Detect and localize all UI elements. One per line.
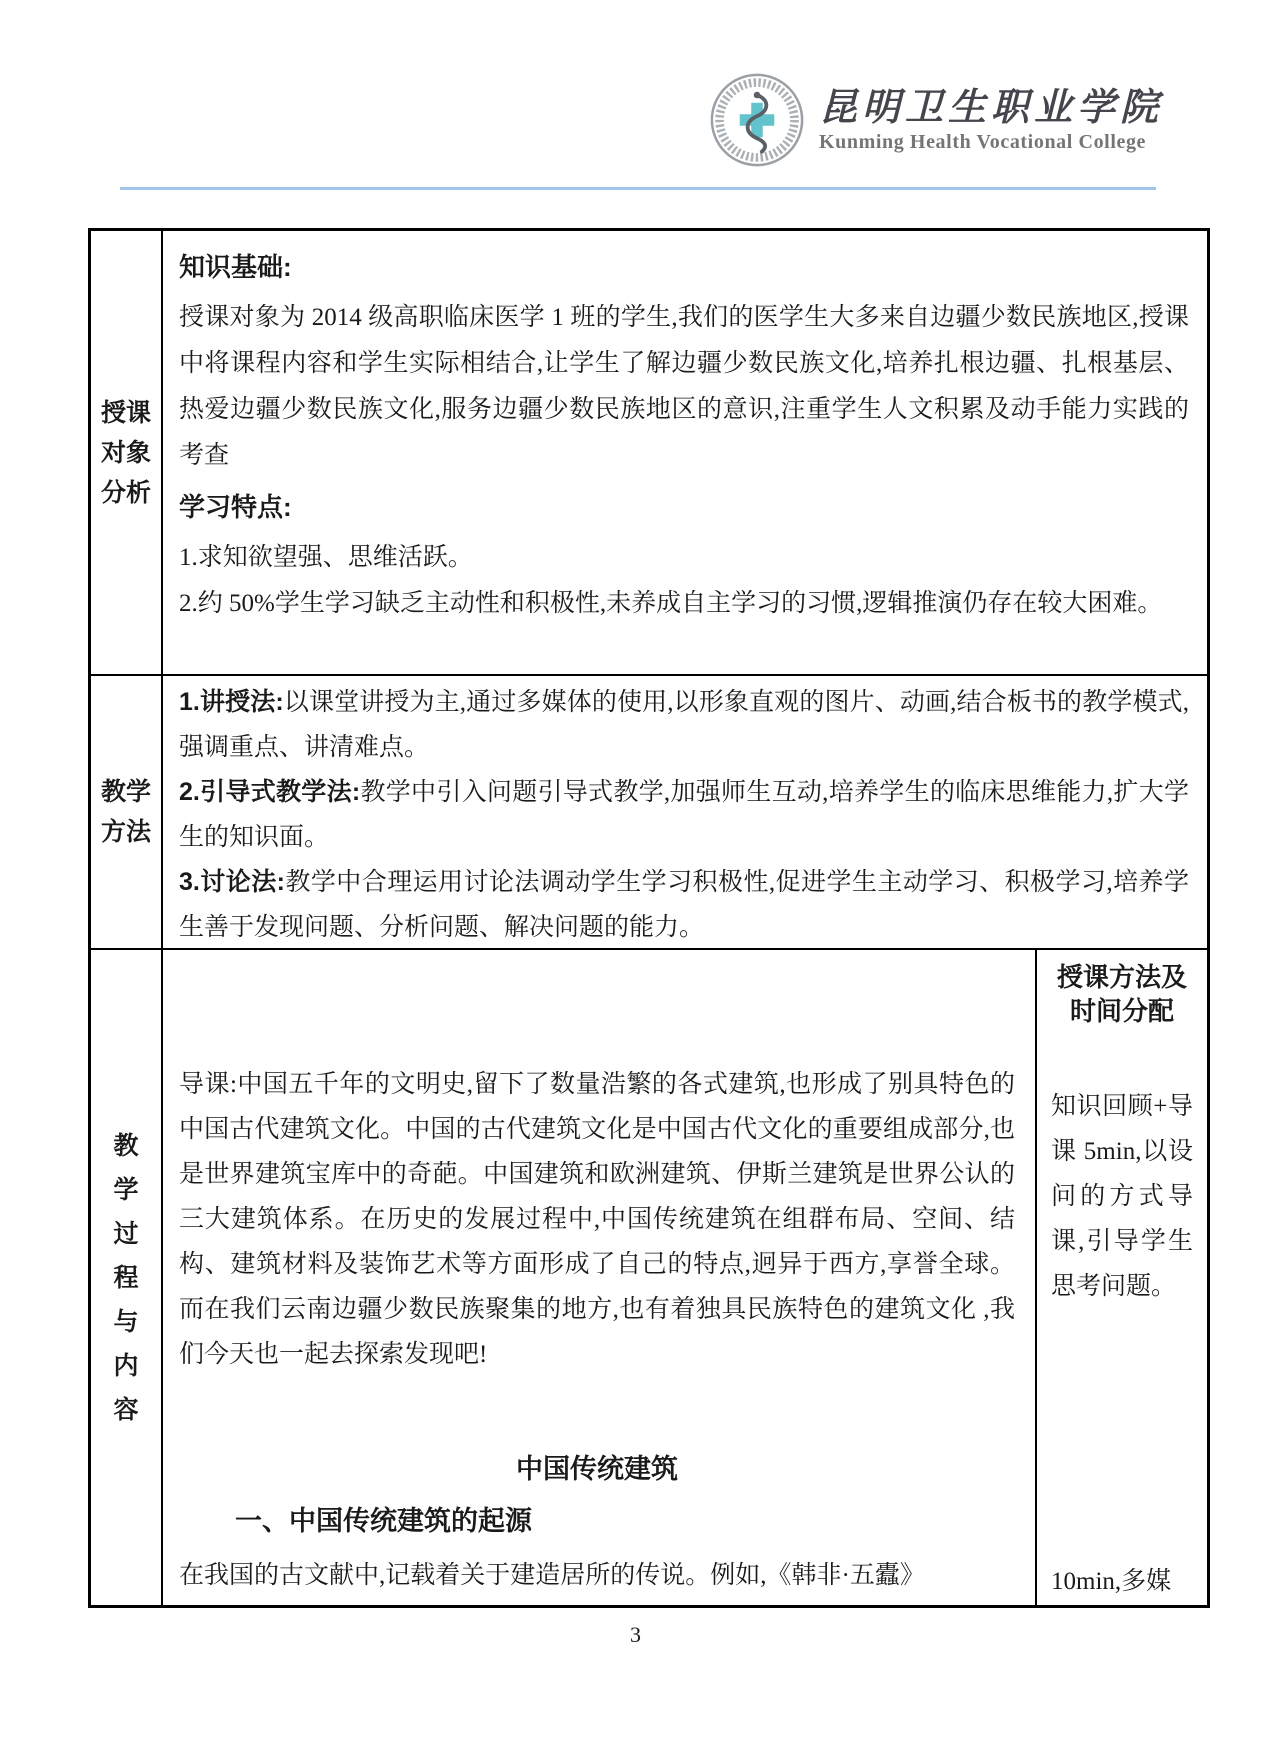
method-time-column [1035,948,1207,1605]
teaching-process-content [161,948,1035,1605]
header-line: 时间分配 [1069,996,1174,1026]
row-label-audience-analysis [91,231,161,674]
college-seal-icon [709,72,805,168]
method-lead: 2.引导式教学法: [179,778,361,806]
label-line: 方法 [100,818,151,846]
time-allocation-note-1: 知识回顾+导课 5min,以设问的方式导课,引导学生思考问题。 [1051,1093,1193,1300]
row-label-teaching-methods [91,674,161,948]
learning-traits-heading: 学习特点: [179,492,292,522]
method-text: 教学中引入问题引导式教学,加强师生互动,培养学生的临床思维能力,扩大学生的知识面。 [179,779,1189,851]
label-char: 容 [113,1395,139,1424]
label-char: 程 [113,1263,139,1292]
college-names [818,83,1163,155]
method-lead: 1.讲授法: [179,688,284,716]
lesson-plan-table [88,228,1210,1608]
method-item-1 [179,680,1189,770]
lead-in-paragraph: 导课:中国五千年的文明史,留下了数量浩繁的各式建筑,也形成了别具特色的中国古代建筑文化。中国的古代建筑文化是中国古代文化的重要组成部分,也是世界建筑宝库中的奇葩。中国建筑和欧洲建筑、伊斯兰建筑是世界公认的三大建筑体系。在历史的发展过程中,中国传统建筑在组群布局、空间、结构、建筑材料及装饰艺术等方面形成了自己的特点,迥异于西方,享誉全球。而在我们云南边疆少数民族聚集的地方,也有着独具民族特色的建筑文化 ,我们今天也一起去探索发现吧! [179,1071,1015,1368]
knowledge-base-heading: 知识基础: [179,252,292,282]
method-time-header [1051,960,1193,1028]
label-line: 教学 [100,778,151,806]
header [709,72,1163,168]
section-body-line: 在我国的古文献中,记载着关于建造居所的传说。例如,《韩非·五蠹》 [179,1562,925,1589]
row-label-teaching-process [91,948,161,1605]
learning-trait-2: 2.约 50%学生学习缺乏主动性和积极性,未养成自主学习的习惯,逻辑推演仍存在较大困难。 [179,590,1163,617]
section-title: 中国传统建筑 [516,1454,678,1484]
header-rule [120,187,1156,190]
subsection-title: 一、中国传统建筑的起源 [235,1506,532,1536]
knowledge-base-paragraph: 授课对象为 2014 级高职临床医学 1 班的学生,我们的医学生大多来自边疆少数民族地区,授课中将课程内容和学生实际相结合,让学生了解边疆少数民族文化,培养扎根边疆、扎根基层、热爱边疆少数民族文化,服务边疆少数民族地区的意识,注重学生人文积累及动手能力实践的考查 [179,304,1189,469]
college-name-en: Kunming Health Vocational College [818,131,1147,154]
college-name-zh: 昆明卫生职业学院 [818,83,1163,129]
audience-analysis-content [161,231,1207,674]
header-line: 授课方法及 [1056,962,1187,992]
label-line: 分析 [100,478,151,507]
method-lead: 3.讨论法: [179,868,285,896]
label-char: 内 [113,1351,139,1380]
label-char: 学 [113,1175,139,1204]
teaching-methods-content [161,674,1207,948]
method-text: 教学中合理运用讨论法调动学生学习积极性,促进学生主动学习、积极学习,培养学生善于发现问题、分析问题、解决问题的能力。 [179,869,1189,941]
label-char: 过 [113,1219,139,1248]
label-char: 与 [113,1307,139,1336]
label-line: 对象 [100,438,151,467]
method-item-3 [179,860,1189,948]
label-line: 授课 [100,398,151,427]
learning-trait-1: 1.求知欲望强、思维活跃。 [179,544,473,571]
time-allocation-note-2: 10min,多媒 [1051,1568,1172,1595]
method-text: 以课堂讲授为主,通过多媒体的使用,以形象直观的图片、动画,结合板书的教学模式,强调重点、讲清难点。 [179,689,1189,761]
page-number: 3 [630,1622,641,1647]
label-char: 教 [113,1131,139,1160]
method-item-2 [179,770,1189,860]
